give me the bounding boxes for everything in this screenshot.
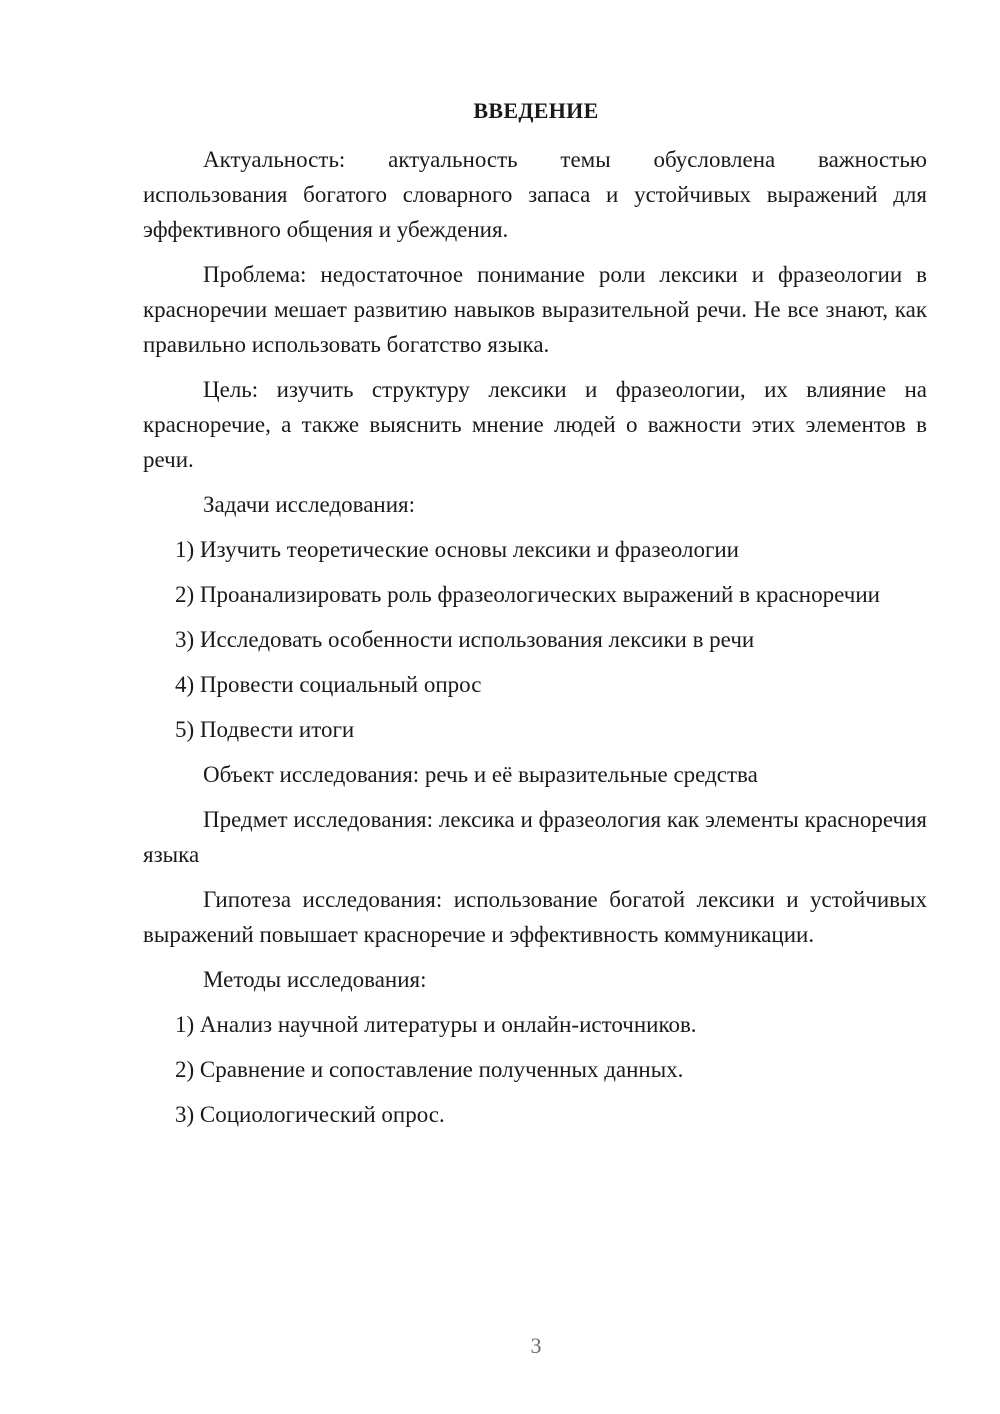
method-item: 2) Сравнение и сопоставление полученных данных. [175,1057,684,1082]
page-content [143,142,927,1142]
goal-paragraph: Цель: изучить структуру лексики и фразеологии, их влияние на красноречие, а также выяснить мнение людей о важности этих элементов в речи. [143,377,927,472]
task-item: 2) Проанализировать роль фразеологических выражений в красноречии [175,582,880,607]
relevance-paragraph: Актуальность: актуальность темы обусловлена важностью использования богатого словарного запаса и устойчивых выражений для эффективного общения и убеждения. [143,147,927,242]
tasks-heading: Задачи исследования: [203,492,416,517]
task-item: 5) Подвести итоги [175,717,355,742]
page-title: ВВЕДЕНИЕ [473,98,599,123]
object-paragraph: Объект исследования: речь и её выразительные средства [203,762,758,787]
subject-paragraph: Предмет исследования: лексика и фразеология как элементы красноречия языка [143,807,927,867]
methods-heading: Методы исследования: [203,967,427,992]
page-number: 3 [530,1333,542,1358]
hypothesis-paragraph: Гипотеза исследования: использование богатой лексики и устойчивых выражений повышает красноречие и эффективность коммуникации. [143,887,927,947]
method-item: 3) Социологический опрос. [175,1102,445,1127]
task-item: 1) Изучить теоретические основы лексики и фразеологии [175,537,739,562]
task-item: 4) Провести социальный опрос [175,672,482,697]
problem-paragraph: Проблема: недостаточное понимание роли лексики и фразеологии в красноречии мешает развитию навыков выразительной речи. Не все знают, как правильно использовать богатство языка. [143,262,927,357]
task-item: 3) Исследовать особенности использования лексики в речи [175,627,755,652]
method-item: 1) Анализ научной литературы и онлайн-источников. [175,1012,697,1037]
